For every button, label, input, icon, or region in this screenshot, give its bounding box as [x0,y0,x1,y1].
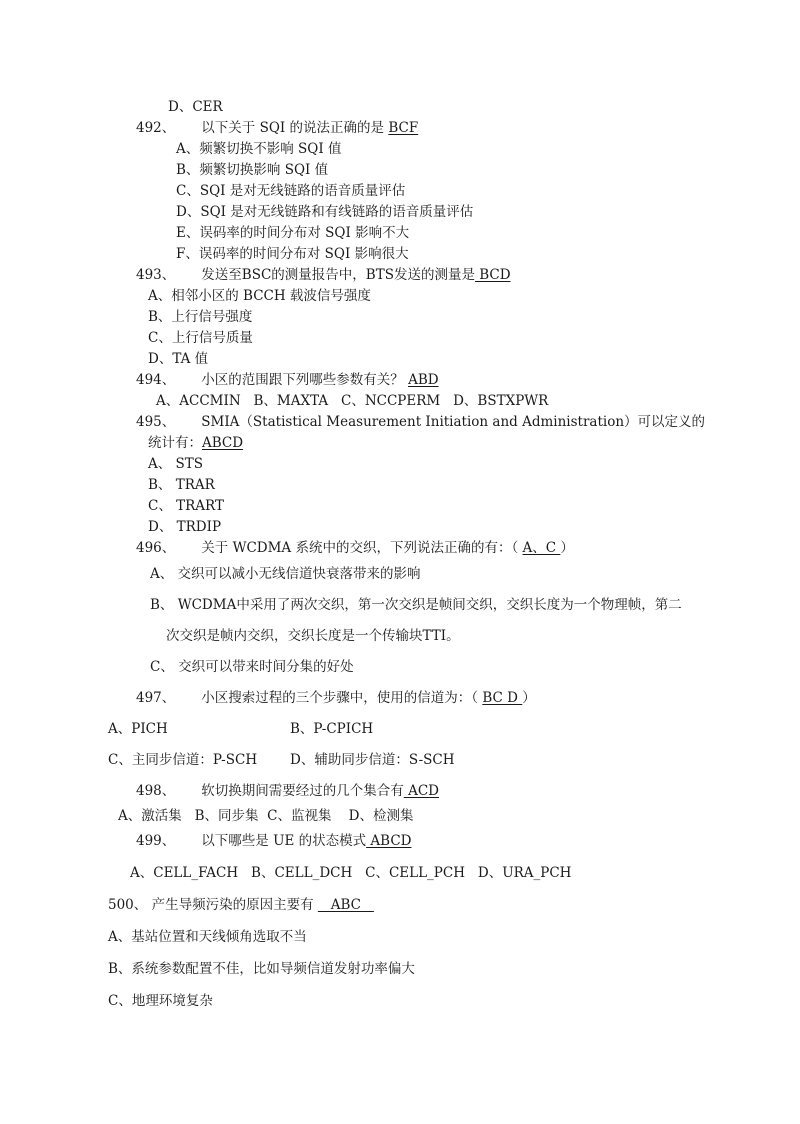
q500-option-b: B、系统参数配置不佳，比如导频信道发射功率偏大 [108,961,415,977]
question-number: 497、 [136,690,176,706]
q500-option-c: C、地理环境复杂 [108,993,213,1009]
q496-option-c: C、 交织可以带来时间分集的好处 [150,659,354,675]
q496-option-a: A、 交织可以减小无线信道快衰落带来的影响 [150,566,421,582]
question-number: 492、 [136,120,176,136]
q495-option-d: D、 TRDIP [148,519,222,535]
q492-option-f: F、误码率的时间分布对 SQI 影响很大 [176,246,409,262]
q494-options: A、ACCMIN B、MAXTA C、NCCPERM D、BSTXPWR [156,393,549,409]
answer: BCD [474,267,511,283]
q496-option-b-continuation: 次交织是帧内交织，交织长度是一个传输块TTI。 [166,628,460,644]
question-number: 493、 [136,267,176,283]
question-text: SMIA（Statistical Measurement Initiation and Administration）可以定义的 [201,414,706,430]
question-number: 495、 [136,414,176,430]
q500-option-a: A、基站位置和天线倾角选取不当 [108,929,307,945]
q498-options: A、激活集 B、同步集 C、监视集 D、检测集 [118,808,414,824]
question-text: 小区的范围跟下列哪些参数有关？ [201,372,409,388]
q491-option-d: D、CER [168,99,223,115]
q499-stem [136,832,411,850]
answer: BC D [482,690,523,706]
q495-stem-continuation: 统计有：ABCD [148,435,244,451]
q497-option-c: C、主同步信道：P-SCH [108,752,258,768]
answer: ACD [403,783,439,799]
question-text: 小区搜索过程的三个步骤中，使用的信道为：（ [201,690,483,706]
question-number: 499、 [136,833,176,849]
q500-stem [108,896,374,914]
q494-stem [136,371,439,389]
q497-option-a: A、PICH [108,721,168,737]
q493-option-a: A、相邻小区的 BCCH 载波信号强度 [148,288,371,304]
q492-option-c: C、SQI 是对无线链路的语音质量评估 [176,183,406,199]
question-text: 软切换期间需要经过的几个集合有 [201,783,404,799]
q495-option-a: A、 STS [148,456,204,472]
answer: A、C [522,540,561,556]
question-number: 498、 [136,783,176,799]
q492-option-b: B、频繁切换影响 SQI 值 [176,162,329,178]
question-text: 发送至BSC的测量报告中，BTS发送的测量是 [201,267,475,283]
answer: BCF [388,120,419,136]
question-text: 以下关于 SQI 的说法正确的是 [201,120,389,136]
answer: ABC [317,897,374,913]
q493-option-d: D、TA 值 [148,351,209,367]
q492-option-d: D、SQI 是对无线链路和有线链路的语音质量评估 [176,204,474,220]
question-number: 500、 [108,897,148,913]
question-number: 494、 [136,372,176,388]
q493-option-c: C、上行信号质量 [148,330,253,346]
q493-option-b: B、上行信号强度 [148,309,253,325]
q496-option-b: B、 WCDMA中采用了两次交织，第一次交织是帧间交织，交织长度为一个物理帧，第二 [150,597,682,613]
q493-stem [136,266,511,284]
q498-stem [136,782,439,800]
answer: ABCD [366,833,412,849]
question-text: 关于 WCDMA 系统中的交织，下列说法正确的有：（ [201,540,523,556]
question-text: 产生导频污染的原因主要有 [147,897,318,913]
answer: ABCD [202,435,244,451]
q492-option-a: A、频繁切换不影响 SQI 值 [176,141,342,157]
q497-option-d: D、辅助同步信道：S-SCH [290,752,455,768]
q496-stem: 496、 关于 WCDMA 系统中的交织，下列说法正确的有：（ A、C ） [136,540,574,556]
q495-option-c: C、 TRART [148,498,224,514]
q495-stem [136,413,705,431]
question-text: 以下哪些是 UE 的状态模式 [201,833,367,849]
q495-option-b: B、 TRAR [148,477,215,493]
q497-option-b: B、P-CPICH [290,721,374,737]
q492-stem [136,119,418,137]
q499-options: A、CELL_FACH B、CELL_DCH C、CELL_PCH D、URA_PCH [130,865,572,881]
answer: ABD [408,372,439,388]
q492-option-e: E、误码率的时间分布对 SQI 影响不大 [176,225,410,241]
question-number: 496、 [136,540,176,556]
q497-stem: 497、 小区搜索过程的三个步骤中，使用的信道为：（ BC D ） [136,690,536,706]
